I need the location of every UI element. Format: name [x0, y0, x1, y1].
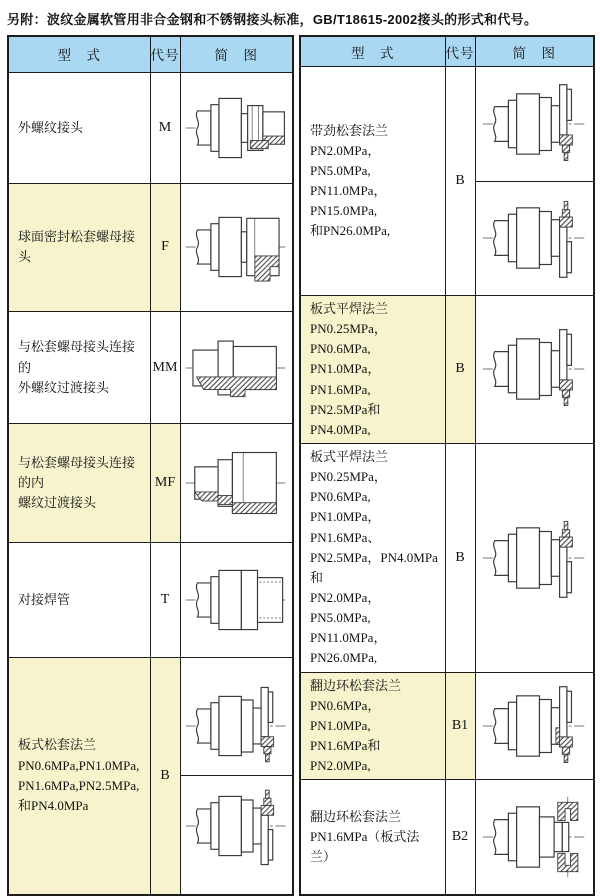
plate-loose-flange-diagram-bottom — [184, 781, 288, 871]
neck-loose-flange-diagram-bottom — [481, 192, 587, 284]
code-cell: B1 — [445, 672, 475, 780]
type-cell: 外螺纹接头 — [8, 72, 150, 183]
diagram-cell — [475, 780, 594, 895]
diagram-stack — [181, 676, 293, 875]
diagram-cell — [180, 657, 293, 895]
col-header-code: 代号 — [150, 36, 180, 72]
table-row — [300, 780, 594, 895]
diagram-sub-cell — [476, 181, 594, 295]
type-cell: 翻边环松套法兰 PN1.6MPa（板式法兰） — [300, 780, 445, 895]
code-cell: F — [150, 183, 180, 311]
diagram-cell — [475, 296, 594, 444]
diagram-sub-cell — [181, 676, 293, 775]
male-thread-fitting-diagram — [184, 86, 288, 170]
table-row — [8, 657, 293, 895]
table-row — [8, 424, 293, 542]
table-row — [300, 67, 594, 296]
plate-weld-flange-mirrored-diagram — [481, 512, 587, 604]
type-cell: 板式松套法兰 PN0.6MPa,PN1.0MPa, PN1.6MPa,PN2.5MPa, 和PN4.0MPa — [8, 657, 150, 895]
diagram-sub-cell — [181, 775, 293, 875]
col-header-type: 型 式 — [300, 36, 445, 67]
header-row — [300, 36, 594, 67]
code-cell: MM — [150, 311, 180, 424]
code-cell: B2 — [445, 780, 475, 895]
type-cell: 与松套螺母接头连接的内 螺纹过渡接头 — [8, 424, 150, 542]
butt-weld-pipe-diagram — [184, 558, 288, 642]
type-cell: 对接焊管 — [8, 542, 150, 657]
col-header-code: 代号 — [445, 36, 475, 67]
col-header-diagram: 简 图 — [180, 36, 293, 72]
table-row — [8, 72, 293, 183]
type-cell: 球面密封松套螺母接头 — [8, 183, 150, 311]
diagram-stack — [476, 68, 594, 295]
diagram-cell — [475, 672, 594, 780]
code-cell: B — [150, 657, 180, 895]
right-table — [299, 35, 595, 896]
code-cell: MF — [150, 424, 180, 542]
plate-loose-flange-diagram-top — [184, 681, 288, 771]
page-title: 另附：波纹金属软管用非合金钢和不锈钢接头标准，GB/T18615-2002接头的形式和代号。 — [7, 12, 538, 27]
left-table — [7, 35, 294, 896]
table-row — [8, 183, 293, 311]
male-transition-adapter-diagram — [184, 326, 288, 410]
diagram-cell — [180, 72, 293, 183]
diagram-cell — [475, 443, 594, 672]
table-row — [8, 311, 293, 424]
flanged-ring-loose-flange-diagram — [481, 681, 587, 771]
diagram-cell — [180, 183, 293, 311]
col-header-diagram: 简 图 — [475, 36, 594, 67]
header-row — [8, 36, 293, 72]
type-cell: 板式平焊法兰 PN0.25MPa，PN0.6MPa, PN1.0MPa，PN1.6MPa、 PN2.5MPa，PN4.0MPa和 PN2.0MPa，PN5.0MPa, PN11.0MPa，PN26.0MPa, — [300, 443, 445, 672]
plate-weld-flange-diagram — [481, 323, 587, 415]
diagram-cell — [180, 311, 293, 424]
code-cell: M — [150, 72, 180, 183]
flanged-ring-plate-flange-diagram — [481, 791, 587, 883]
diagram-sub-cell — [476, 68, 594, 181]
type-cell: 带劲松套法兰 PN2.0MPa，PN5.0MPa, PN11.0MPa，PN15.0MPa, 和PN26.0MPa, — [300, 67, 445, 296]
female-transition-adapter-diagram — [184, 440, 288, 526]
type-cell: 翻边环松套法兰 PN0.6MPa，PN1.0MPa, PN1.6MPa和PN2.0MPa, — [300, 672, 445, 780]
diagram-cell — [475, 67, 594, 296]
diagram-cell — [180, 542, 293, 657]
table-row — [8, 542, 293, 657]
type-cell: 与松套螺母接头连接的 外螺纹过渡接头 — [8, 311, 150, 424]
type-cell: 板式平焊法兰 PN0.25MPa，PN0.6MPa, PN1.0MPa，PN1.6MPa, PN2.5MPa和PN4.0MPa, — [300, 296, 445, 444]
code-cell: T — [150, 542, 180, 657]
standards-table — [7, 35, 600, 896]
diagram-cell — [180, 424, 293, 542]
col-header-type: 型 式 — [8, 36, 150, 72]
table-row — [300, 443, 594, 672]
code-cell: B — [445, 443, 475, 672]
table-row — [300, 672, 594, 780]
spherical-seal-swivel-nut-diagram — [184, 203, 288, 291]
code-cell: B — [445, 67, 475, 296]
code-cell: B — [445, 296, 475, 444]
table-row — [300, 296, 594, 444]
neck-loose-flange-diagram-top — [481, 78, 587, 170]
